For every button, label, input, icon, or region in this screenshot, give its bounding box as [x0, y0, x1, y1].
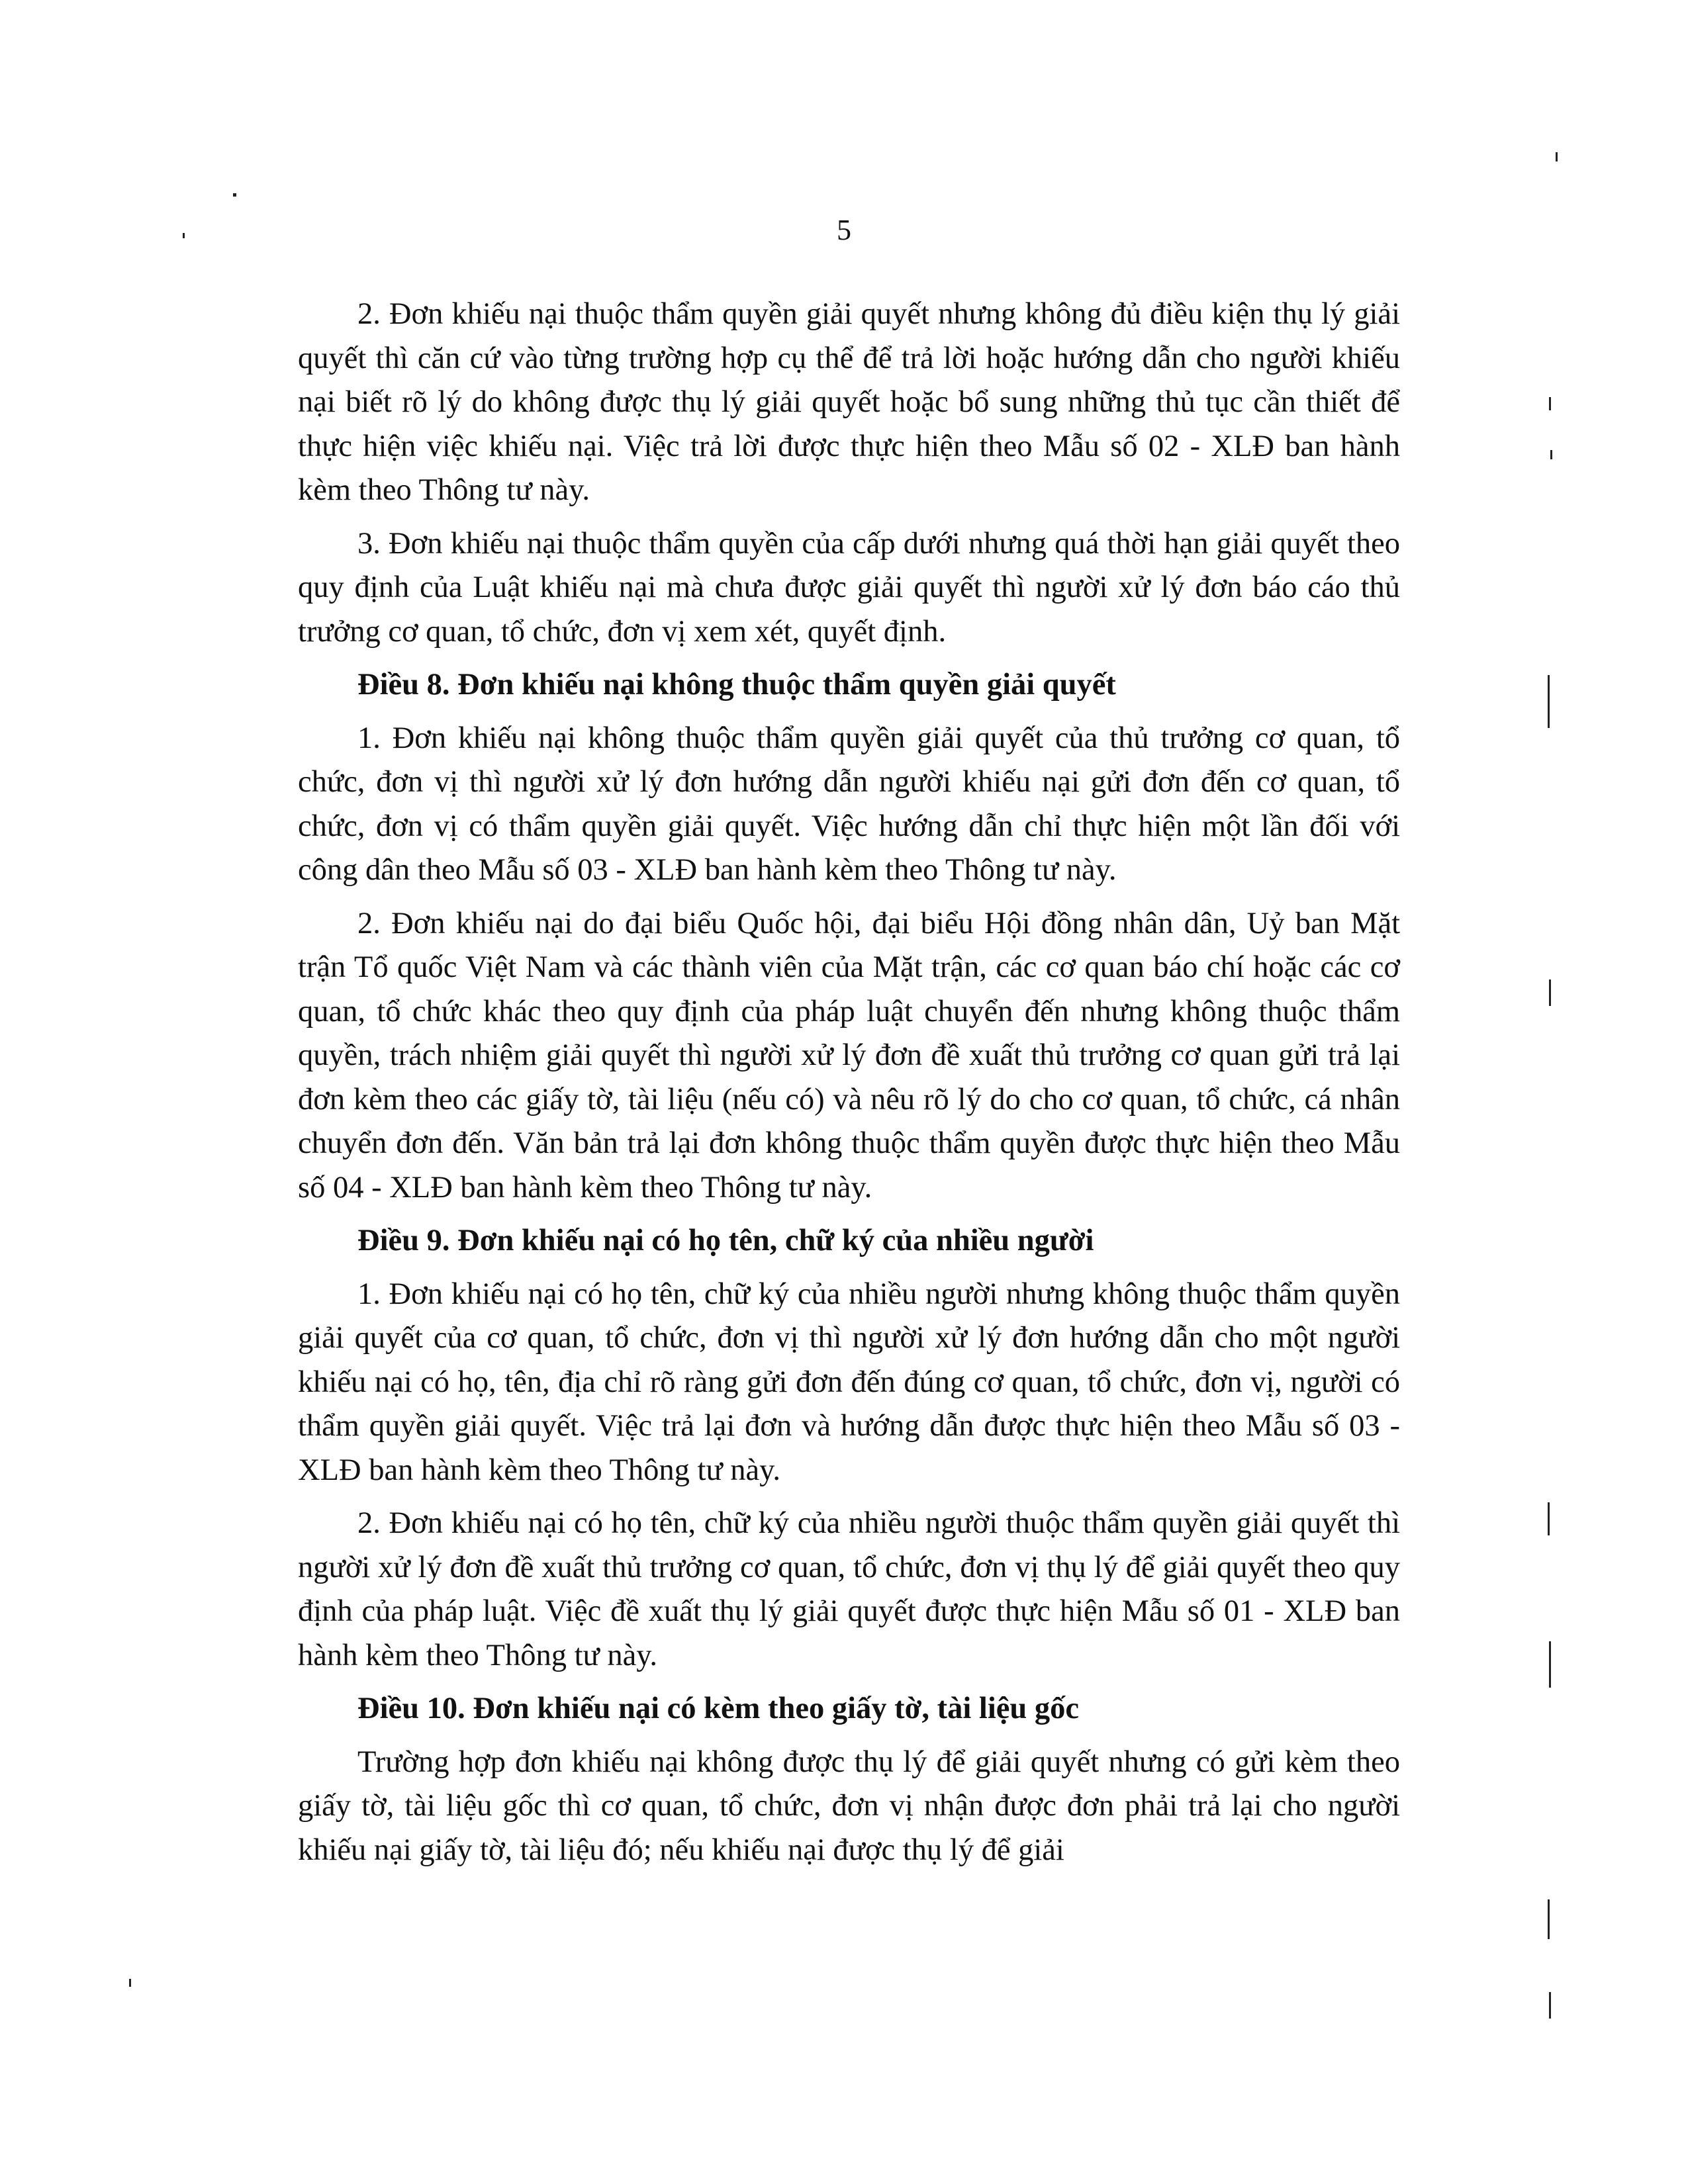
scan-speck — [1550, 450, 1552, 459]
page-number: 5 — [837, 214, 851, 246]
scan-speck — [1548, 675, 1550, 728]
scan-speck — [1549, 979, 1551, 1006]
scan-speck — [1549, 397, 1551, 410]
article-heading: Điều 9. Đơn khiếu nại có họ tên, chữ ký của nhiều người — [357, 1224, 1094, 1257]
scan-speck — [1549, 1992, 1551, 2019]
paragraph: Trường hợp đơn khiếu nại không được thụ lý để giải quyết nhưng có gửi kèm theo giấy tờ, tài liệu gốc thì cơ quan, tổ chức, đơn vị nhận được đơn phải trả lại cho người khiếu nại giấy tờ, tài liệu đó; nếu khiếu nại được thụ lý để giải — [298, 1745, 1400, 1867]
paragraph: 1. Đơn khiếu nại có họ tên, chữ ký của nhiều người nhưng không thuộc thẩm quyền giải quyết của cơ quan, tổ chức, đơn vị thì người xử lý đơn hướng dẫn cho một người khiếu nại có họ, tên, địa chỉ rõ ràng gửi đơn đến đúng cơ quan, tổ chức, đơn vị, người có thẩm quyền giải quyết. Việc trả lại đơn và hướng dẫn được thực hiện theo Mẫu số 03 - XLĐ ban hành kèm theo Thông tư này. — [298, 1277, 1400, 1487]
article-heading: Điều 8. Đơn khiếu nại không thuộc thẩm quyền giải quyết — [357, 668, 1116, 702]
scan-speck — [1548, 1899, 1550, 1939]
paragraph: 3. Đơn khiếu nại thuộc thẩm quyền của cấp dưới nhưng quá thời hạn giải quyết theo quy định của Luật khiếu nại mà chưa được giải quyết thì người xử lý đơn báo cáo thủ trưởng cơ quan, tổ chức, đơn vị xem xét, quyết định. — [298, 526, 1400, 649]
scan-speck — [1556, 152, 1558, 161]
paragraph: 2. Đơn khiếu nại có họ tên, chữ ký của nhiều người thuộc thẩm quyền giải quyết thì người xử lý đơn đề xuất thủ trưởng cơ quan, tổ chức, đơn vị thụ lý để giải quyết theo quy định của pháp luật. Việc đề xuất thụ lý giải quyết được thực hiện Mẫu số 01 - XLĐ ban hành kèm theo Thông tư này. — [298, 1506, 1400, 1672]
scan-speck — [233, 193, 236, 197]
scan-speck — [183, 233, 185, 238]
paragraph: 2. Đơn khiếu nại do đại biểu Quốc hội, đại biểu Hội đồng nhân dân, Uỷ ban Mặt trận Tổ quốc Việt Nam và các thành viên của Mặt trận, các cơ quan báo chí hoặc các cơ quan, tổ chức khác theo quy định của pháp luật chuyển đến nhưng không thuộc thẩm quyền, trách nhiệm giải quyết thì người xử lý đơn đề xuất thủ trưởng cơ quan gửi trả lại đơn kèm theo các giấy tờ, tài liệu (nếu có) và nêu rõ lý do cho cơ quan, tổ chức, cá nhân chuyển đơn đến. Văn bản trả lại đơn không thuộc thẩm quyền được thực hiện theo Mẫu số 04 - XLĐ ban hành kèm theo Thông tư này. — [298, 906, 1400, 1205]
scan-speck — [129, 1979, 131, 1987]
paragraph: 2. Đơn khiếu nại thuộc thẩm quyền giải quyết nhưng không đủ điều kiện thụ lý giải quyết thì căn cứ vào từng trường hợp cụ thể để trả lời hoặc hướng dẫn cho người khiếu nại biết rõ lý do không được thụ lý giải quyết hoặc bổ sung những thủ tục cần thiết để thực hiện việc khiếu nại. Việc trả lời được thực hiện theo Mẫu số 02 - XLĐ ban hành kèm theo Thông tư này. — [298, 297, 1400, 507]
scan-speck — [1548, 1502, 1550, 1535]
article-heading: Điều 10. Đơn khiếu nại có kèm theo giấy tờ, tài liệu gốc — [357, 1692, 1080, 1725]
paragraph: 1. Đơn khiếu nại không thuộc thẩm quyền giải quyết của thủ trưởng cơ quan, tổ chức, đơn vị thì người xử lý đơn hướng dẫn người khiếu nại gửi đơn đến cơ quan, tổ chức, đơn vị có thẩm quyền giải quyết. Việc hướng dẫn chỉ thực hiện một lần đối với công dân theo Mẫu số 03 - XLĐ ban hành kèm theo Thông tư này. — [298, 721, 1400, 887]
document-body — [298, 293, 1400, 1882]
scan-speck — [1549, 1641, 1551, 1688]
